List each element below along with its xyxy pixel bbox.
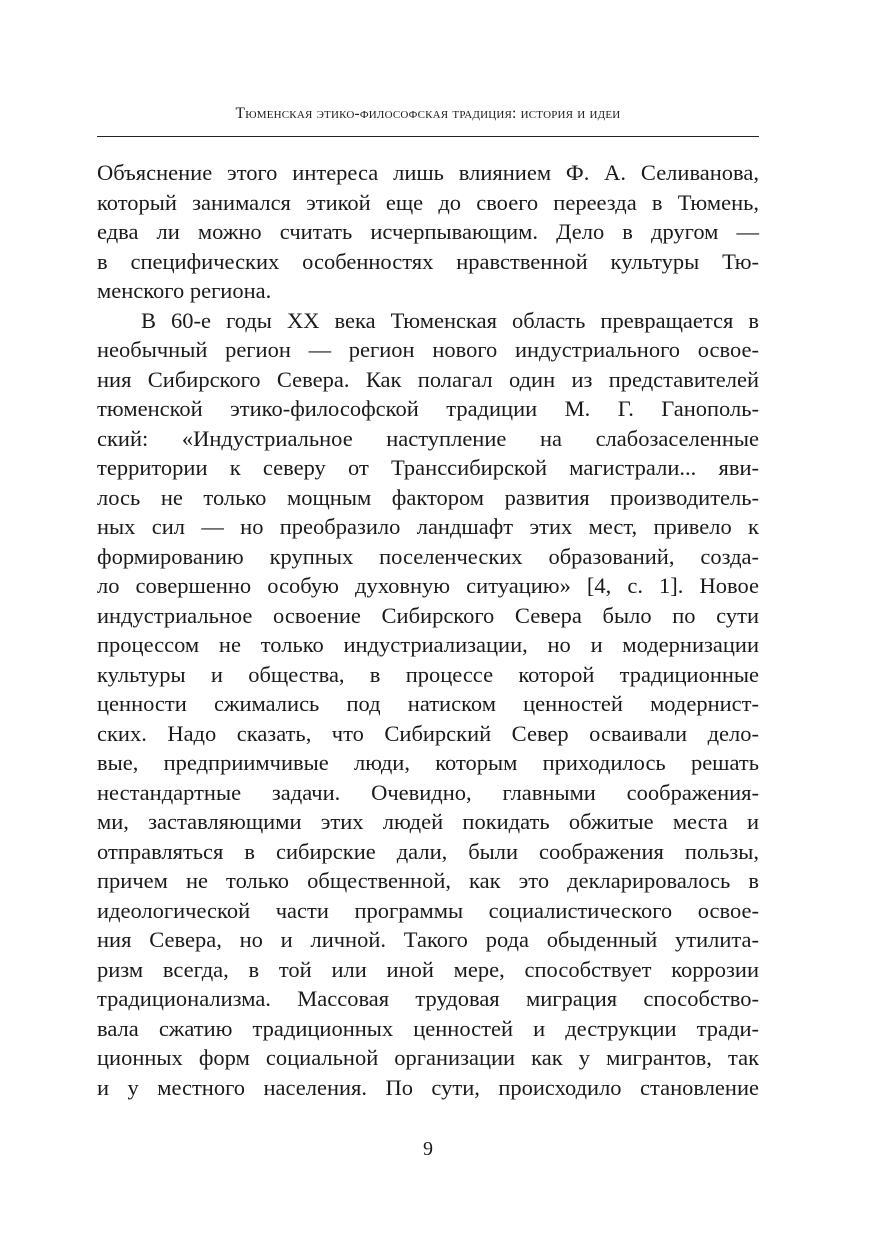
body-text [97,158,759,1102]
text-line: лось не только мощным фактором развития производитель- [97,484,759,510]
text-line: индустриальное освоение Сибирского Севера было по сути [97,602,759,628]
text-line: причем не только общественной, как это декларировалось в [97,868,759,893]
text-line: вала сжатию традиционных ценностей и деструкции тради- [97,1015,759,1041]
text-line: необычный регион — регион нового индустриального освое- [97,337,759,362]
text-line: Объяснение этого интереса лишь влиянием Ф. А. Селиванова, [97,160,759,185]
text-line: ский: «Индустриальное наступление на слабозаселенные [97,425,759,451]
text-line: вые, предприимчивые люди, которым приходилось решать [97,750,759,775]
text-line: культуры и общества, в процессе которой традиционные [97,661,759,687]
text-line: ных сил — но преобразило ландшафт этих мест, привело к [97,514,759,539]
text-line: ния Севера, но и личной. Такого рода обыденный утилита- [97,927,759,952]
text-line: формированию крупных поселенческих образований, созда- [97,543,759,569]
text-line: В 60-е годы XX века Тюменская область превращается в [141,307,759,333]
text-line: традиционализма. Массовая трудовая миграция способство- [97,986,759,1011]
text-line: территории к северу от Транссибирской магистрали... яви- [97,455,759,480]
text-line: процессом не только индустриализации, но и модернизации [97,632,759,657]
text-line: нестандартные задачи. Очевидно, главными соображения- [97,779,759,805]
text-line: ценности сжимались под натиском ценностей модернист- [97,691,759,716]
text-line: ских. Надо сказать, что Сибирский Север осваивали дело- [97,720,759,746]
text-line: менского региона. [97,278,272,303]
text-line: который занимался этикой еще до своего переезда в Тюмень, [97,189,759,215]
running-header: Тюменская этико-философская традиция: история и идеи [235,105,621,122]
text-line: и у местного населения. По сути, происходило становление [97,1074,759,1100]
text-line: ния Сибирского Севера. Как полагал один из представителей [97,366,759,392]
text-line: ми, заставляющими этих людей покидать обжитые места и [97,809,759,834]
text-line: ционных форм социальной организации как у мигрантов, так [97,1045,759,1070]
text-line: тюменской этико-философской традиции М. Г. Ганополь- [97,396,759,421]
text-line: отправляться в сибирские дали, были соображения пользы, [97,838,759,864]
text-line: идеологической части программы социалистического освое- [97,897,759,923]
text-line: в специфических особенностях нравственной культуры Тю- [97,248,759,274]
text-line: ло совершенно особую духовную ситуацию» [4, с. 1]. Новое [97,573,759,598]
text-line: едва ли можно считать исчерпывающим. Дело в другом — [97,219,759,244]
text-line: ризм всегда, в той или иной мере, способствует коррозии [97,956,759,982]
page-number: 9 [423,1138,433,1160]
header-rule [97,136,759,137]
